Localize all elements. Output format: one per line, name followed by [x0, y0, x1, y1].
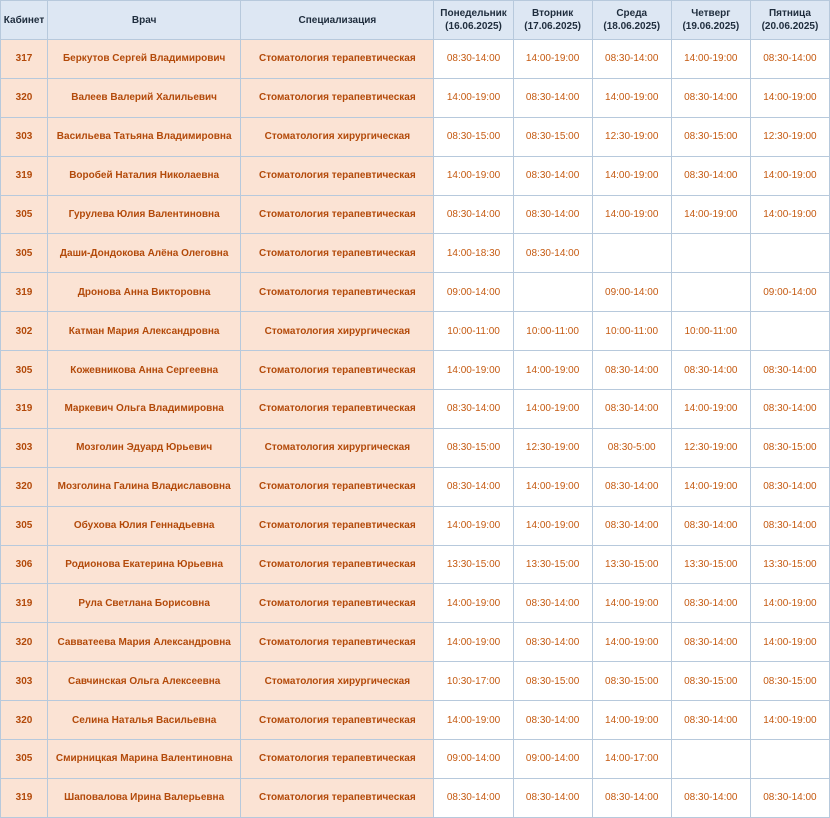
- schedule-friday: 08:30-14:00: [750, 390, 829, 429]
- schedule-monday: 08:30-14:00: [434, 390, 513, 429]
- day-date: (18.06.2025): [603, 21, 661, 32]
- specialization: Стоматология терапевтическая: [241, 273, 434, 312]
- schedule-thursday: 14:00-19:00: [671, 390, 750, 429]
- schedule-wednesday: 08:30-14:00: [592, 351, 671, 390]
- schedule-wednesday: 14:00-19:00: [592, 156, 671, 195]
- room-number: 319: [1, 584, 48, 623]
- doctor-name: Смирницкая Марина Валентиновна: [48, 740, 241, 779]
- day-date: (17.06.2025): [524, 21, 581, 32]
- schedule-thursday: 08:30-14:00: [671, 78, 750, 117]
- schedule-tuesday: 13:30-15:00: [513, 545, 592, 584]
- header-row: [1, 1, 830, 40]
- schedule-friday: 08:30-14:00: [750, 506, 829, 545]
- room-number: 319: [1, 778, 48, 817]
- doctor-name: Селина Наталья Васильевна: [48, 701, 241, 740]
- schedule-friday: 09:00-14:00: [750, 273, 829, 312]
- schedule-tuesday: [513, 273, 592, 312]
- schedule-wednesday: 14:00-19:00: [592, 195, 671, 234]
- room-number: 305: [1, 234, 48, 273]
- doctor-name: Гурулева Юлия Валентиновна: [48, 195, 241, 234]
- doctor-name: Даши-Дондокова Алёна Олеговна: [48, 234, 241, 273]
- doctor-name: Васильева Татьяна Владимировна: [48, 117, 241, 156]
- day-date: (16.06.2025): [445, 21, 502, 32]
- schedule-friday: 14:00-19:00: [750, 156, 829, 195]
- doctor-name: Кожевникова Анна Сергеевна: [48, 351, 241, 390]
- room-number: 303: [1, 117, 48, 156]
- day-name: Четверг: [691, 8, 731, 19]
- schedule-tuesday: 08:30-14:00: [513, 156, 592, 195]
- day-date: (19.06.2025): [682, 21, 740, 32]
- specialization: Стоматология терапевтическая: [241, 234, 434, 273]
- schedule-thursday: 08:30-14:00: [671, 506, 750, 545]
- schedule-monday: 14:00-19:00: [434, 351, 513, 390]
- doctor-name: Обухова Юлия Геннадьевна: [48, 506, 241, 545]
- specialization: Стоматология хирургическая: [241, 428, 434, 467]
- room-number: 305: [1, 506, 48, 545]
- doctor-name: Воробей Наталия Николаевна: [48, 156, 241, 195]
- room-number: 320: [1, 467, 48, 506]
- schedule-tuesday: 08:30-15:00: [513, 117, 592, 156]
- schedule-friday: 08:30-14:00: [750, 40, 829, 79]
- table-row: [1, 312, 830, 351]
- doctor-name: Шаповалова Ирина Валерьевна: [48, 778, 241, 817]
- table-row: [1, 195, 830, 234]
- table-row: [1, 701, 830, 740]
- room-number: 302: [1, 312, 48, 351]
- schedule-thursday: [671, 234, 750, 273]
- schedule-tuesday: 08:30-14:00: [513, 701, 592, 740]
- doctor-name: Катман Мария Александровна: [48, 312, 241, 351]
- schedule-monday: 09:00-14:00: [434, 273, 513, 312]
- table-row: [1, 584, 830, 623]
- doctor-name: Беркутов Сергей Владимирович: [48, 40, 241, 79]
- schedule-tuesday: 12:30-19:00: [513, 428, 592, 467]
- table-body: [1, 40, 830, 818]
- specialization: Стоматология терапевтическая: [241, 506, 434, 545]
- specialization: Стоматология хирургическая: [241, 312, 434, 351]
- table-row: [1, 778, 830, 817]
- table-row: [1, 740, 830, 779]
- specialization: Стоматология терапевтическая: [241, 623, 434, 662]
- schedule-thursday: 14:00-19:00: [671, 467, 750, 506]
- doctor-name: Рула Светлана Борисовна: [48, 584, 241, 623]
- schedule-monday: 08:30-15:00: [434, 428, 513, 467]
- room-number: 317: [1, 40, 48, 79]
- schedule-friday: 14:00-19:00: [750, 78, 829, 117]
- specialization: Стоматология терапевтическая: [241, 390, 434, 429]
- schedule-thursday: 14:00-19:00: [671, 40, 750, 79]
- schedule-thursday: 08:30-15:00: [671, 117, 750, 156]
- specialization: Стоматология терапевтическая: [241, 740, 434, 779]
- schedule-wednesday: 08:30-5:00: [592, 428, 671, 467]
- table-row: [1, 117, 830, 156]
- schedule-friday: 08:30-14:00: [750, 778, 829, 817]
- schedule-wednesday: 08:30-14:00: [592, 467, 671, 506]
- schedule-friday: 08:30-14:00: [750, 351, 829, 390]
- table-row: [1, 390, 830, 429]
- header-day-monday: [434, 1, 513, 40]
- schedule-wednesday: 14:00-19:00: [592, 78, 671, 117]
- doctor-name: Мозголина Галина Владиславовна: [48, 467, 241, 506]
- day-name: Понедельник: [440, 8, 507, 19]
- room-number: 320: [1, 78, 48, 117]
- day-date: (20.06.2025): [761, 21, 819, 32]
- schedule-friday: 14:00-19:00: [750, 195, 829, 234]
- schedule-tuesday: 09:00-14:00: [513, 740, 592, 779]
- schedule-thursday: 08:30-14:00: [671, 778, 750, 817]
- room-number: 305: [1, 195, 48, 234]
- room-number: 305: [1, 740, 48, 779]
- room-number: 319: [1, 156, 48, 195]
- schedule-thursday: 14:00-19:00: [671, 195, 750, 234]
- schedule-tuesday: 14:00-19:00: [513, 467, 592, 506]
- schedule-wednesday: 08:30-15:00: [592, 662, 671, 701]
- specialization: Стоматология терапевтическая: [241, 40, 434, 79]
- schedule-wednesday: 14:00-19:00: [592, 584, 671, 623]
- specialization: Стоматология терапевтическая: [241, 467, 434, 506]
- specialization: Стоматология терапевтическая: [241, 78, 434, 117]
- table-row: [1, 234, 830, 273]
- specialization: Стоматология хирургическая: [241, 662, 434, 701]
- schedule-friday: 13:30-15:00: [750, 545, 829, 584]
- schedule-friday: 14:00-19:00: [750, 701, 829, 740]
- schedule-friday: 14:00-19:00: [750, 584, 829, 623]
- schedule-wednesday: 10:00-11:00: [592, 312, 671, 351]
- schedule-wednesday: 08:30-14:00: [592, 778, 671, 817]
- schedule-thursday: 08:30-15:00: [671, 662, 750, 701]
- schedule-monday: 08:30-14:00: [434, 778, 513, 817]
- doctor-name: Савватеева Мария Александровна: [48, 623, 241, 662]
- schedule-monday: 14:00-18:30: [434, 234, 513, 273]
- schedule-thursday: 13:30-15:00: [671, 545, 750, 584]
- doctor-name: Маркевич Ольга Владимировна: [48, 390, 241, 429]
- schedule-thursday: [671, 273, 750, 312]
- schedule-friday: 08:30-15:00: [750, 662, 829, 701]
- day-name: Пятница: [768, 8, 811, 19]
- schedule-wednesday: [592, 234, 671, 273]
- specialization: Стоматология терапевтическая: [241, 351, 434, 390]
- schedule-monday: 09:00-14:00: [434, 740, 513, 779]
- day-name: Среда: [616, 8, 648, 19]
- schedule-tuesday: 08:30-14:00: [513, 195, 592, 234]
- schedule-tuesday: 08:30-14:00: [513, 78, 592, 117]
- specialization: Стоматология терапевтическая: [241, 778, 434, 817]
- schedule-tuesday: 14:00-19:00: [513, 390, 592, 429]
- schedule-wednesday: 08:30-14:00: [592, 506, 671, 545]
- header-specialization: Специализация: [241, 1, 434, 40]
- schedule-wednesday: 14:00-17:00: [592, 740, 671, 779]
- schedule-tuesday: 10:00-11:00: [513, 312, 592, 351]
- header-room: Кабинет: [1, 1, 48, 40]
- schedule-wednesday: 09:00-14:00: [592, 273, 671, 312]
- header-day-tuesday: [513, 1, 592, 40]
- doctor-name: Дронова Анна Викторовна: [48, 273, 241, 312]
- table-row: [1, 662, 830, 701]
- table-header: [1, 1, 830, 40]
- schedule-monday: 13:30-15:00: [434, 545, 513, 584]
- doctor-name: Валеев Валерий Халильевич: [48, 78, 241, 117]
- specialization: Стоматология терапевтическая: [241, 584, 434, 623]
- schedule-monday: 14:00-19:00: [434, 584, 513, 623]
- schedule-monday: 10:00-11:00: [434, 312, 513, 351]
- schedule-tuesday: 08:30-14:00: [513, 584, 592, 623]
- room-number: 306: [1, 545, 48, 584]
- schedule-monday: 08:30-14:00: [434, 195, 513, 234]
- room-number: 319: [1, 273, 48, 312]
- schedule-thursday: 12:30-19:00: [671, 428, 750, 467]
- schedule-tuesday: 14:00-19:00: [513, 40, 592, 79]
- schedule-monday: 14:00-19:00: [434, 623, 513, 662]
- schedule-wednesday: 13:30-15:00: [592, 545, 671, 584]
- schedule-monday: 08:30-14:00: [434, 40, 513, 79]
- table-row: [1, 623, 830, 662]
- schedule-wednesday: 12:30-19:00: [592, 117, 671, 156]
- room-number: 319: [1, 390, 48, 429]
- schedule-monday: 14:00-19:00: [434, 506, 513, 545]
- schedule-monday: 14:00-19:00: [434, 78, 513, 117]
- header-day-thursday: [671, 1, 750, 40]
- day-name: Вторник: [531, 8, 574, 19]
- doctor-name: Савчинская Ольга Алексеевна: [48, 662, 241, 701]
- table-row: [1, 273, 830, 312]
- schedule-wednesday: 08:30-14:00: [592, 40, 671, 79]
- table-row: [1, 40, 830, 79]
- specialization: Стоматология терапевтическая: [241, 545, 434, 584]
- schedule-monday: 14:00-19:00: [434, 701, 513, 740]
- header-day-wednesday: [592, 1, 671, 40]
- schedule-wednesday: 14:00-19:00: [592, 623, 671, 662]
- schedule-thursday: 08:30-14:00: [671, 156, 750, 195]
- specialization: Стоматология терапевтическая: [241, 701, 434, 740]
- table-row: [1, 545, 830, 584]
- schedule-tuesday: 14:00-19:00: [513, 351, 592, 390]
- schedule-thursday: 08:30-14:00: [671, 584, 750, 623]
- room-number: 303: [1, 428, 48, 467]
- schedule-monday: 08:30-14:00: [434, 467, 513, 506]
- schedule-tuesday: 08:30-14:00: [513, 234, 592, 273]
- table-row: [1, 78, 830, 117]
- table-row: [1, 506, 830, 545]
- schedule-friday: 14:00-19:00: [750, 623, 829, 662]
- schedule-friday: 12:30-19:00: [750, 117, 829, 156]
- specialization: Стоматология хирургическая: [241, 117, 434, 156]
- doctor-name: Родионова Екатерина Юрьевна: [48, 545, 241, 584]
- schedule-friday: [750, 740, 829, 779]
- table-row: [1, 428, 830, 467]
- schedule-thursday: 10:00-11:00: [671, 312, 750, 351]
- schedule-thursday: 08:30-14:00: [671, 623, 750, 662]
- schedule-wednesday: 14:00-19:00: [592, 701, 671, 740]
- schedule-friday: [750, 312, 829, 351]
- schedule-wednesday: 08:30-14:00: [592, 390, 671, 429]
- schedule-thursday: 08:30-14:00: [671, 351, 750, 390]
- room-number: 305: [1, 351, 48, 390]
- schedule-tuesday: 14:00-19:00: [513, 506, 592, 545]
- schedule-thursday: [671, 740, 750, 779]
- schedule-friday: [750, 234, 829, 273]
- schedule-friday: 08:30-14:00: [750, 467, 829, 506]
- header-doctor: Врач: [48, 1, 241, 40]
- schedule-thursday: 08:30-14:00: [671, 701, 750, 740]
- schedule-monday: 10:30-17:00: [434, 662, 513, 701]
- table-row: [1, 351, 830, 390]
- schedule-monday: 08:30-15:00: [434, 117, 513, 156]
- schedule-friday: 08:30-15:00: [750, 428, 829, 467]
- schedule-tuesday: 08:30-14:00: [513, 778, 592, 817]
- header-day-friday: [750, 1, 829, 40]
- table-row: [1, 156, 830, 195]
- schedule-tuesday: 08:30-15:00: [513, 662, 592, 701]
- table-row: [1, 467, 830, 506]
- schedule-tuesday: 08:30-14:00: [513, 623, 592, 662]
- doctor-name: Мозголин Эдуард Юрьевич: [48, 428, 241, 467]
- specialization: Стоматология терапевтическая: [241, 195, 434, 234]
- schedule-monday: 14:00-19:00: [434, 156, 513, 195]
- room-number: 320: [1, 623, 48, 662]
- specialization: Стоматология терапевтическая: [241, 156, 434, 195]
- room-number: 320: [1, 701, 48, 740]
- room-number: 303: [1, 662, 48, 701]
